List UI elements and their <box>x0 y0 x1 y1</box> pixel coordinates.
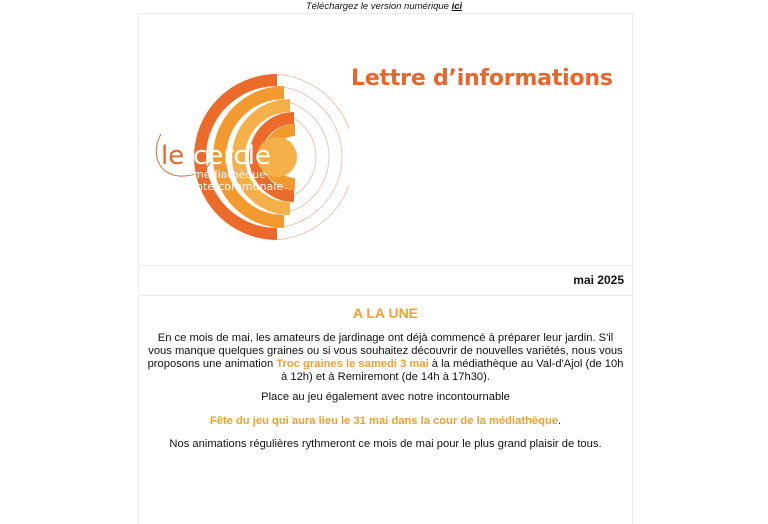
logo-line3: intercommunale <box>193 180 284 193</box>
intro-paragraph <box>147 332 624 384</box>
intro-text-1: En ce mois de mai, les amateurs de jardinage ont déjà commencé à préparer leur jardin. S'il vous manque quelques graines ou si vous souhaitez découvrir de nouvelles variétés, nous vous proposons une animation <box>147 332 623 370</box>
le-cercle-logo-icon <box>149 72 349 242</box>
newsletter-title: Lettre d’informations <box>351 66 613 91</box>
logo-line2: médiathèque <box>193 168 267 181</box>
newsletter-header <box>139 14 632 264</box>
logo-word-cercle: cercle <box>193 141 271 171</box>
intro-text-2: à la médiathèque au Val-d'Ajol (de 10h à 12h) et à Remiremont (de 14h à 17h30). <box>281 358 624 383</box>
closing-paragraph: Nos animations régulières rythmeront ce mois de mai pour le plus grand plaisir de tous. <box>169 438 602 450</box>
logo-word-le: le <box>161 141 185 171</box>
divider-date <box>139 295 632 296</box>
download-banner-text: Téléchargez le version numérique <box>305 1 452 12</box>
fete-du-jeu-paragraph <box>147 415 624 428</box>
fete-du-jeu-highlight: Fête du jeu qui aura lieu le 31 mai dans la cour de la médiathèque <box>209 415 559 427</box>
download-banner <box>0 0 768 13</box>
download-link[interactable]: ici <box>451 1 463 12</box>
troc-graines-highlight: Troc graines le samedi 3 mai <box>276 358 429 370</box>
fete-du-jeu-end: . <box>558 415 562 427</box>
game-intro-paragraph: Place au jeu également avec notre incontournable <box>261 391 510 403</box>
section-title: A LA UNE <box>352 305 419 321</box>
divider-header <box>139 265 632 266</box>
issue-date: mai 2025 <box>573 273 624 287</box>
newsletter-container <box>138 13 633 524</box>
